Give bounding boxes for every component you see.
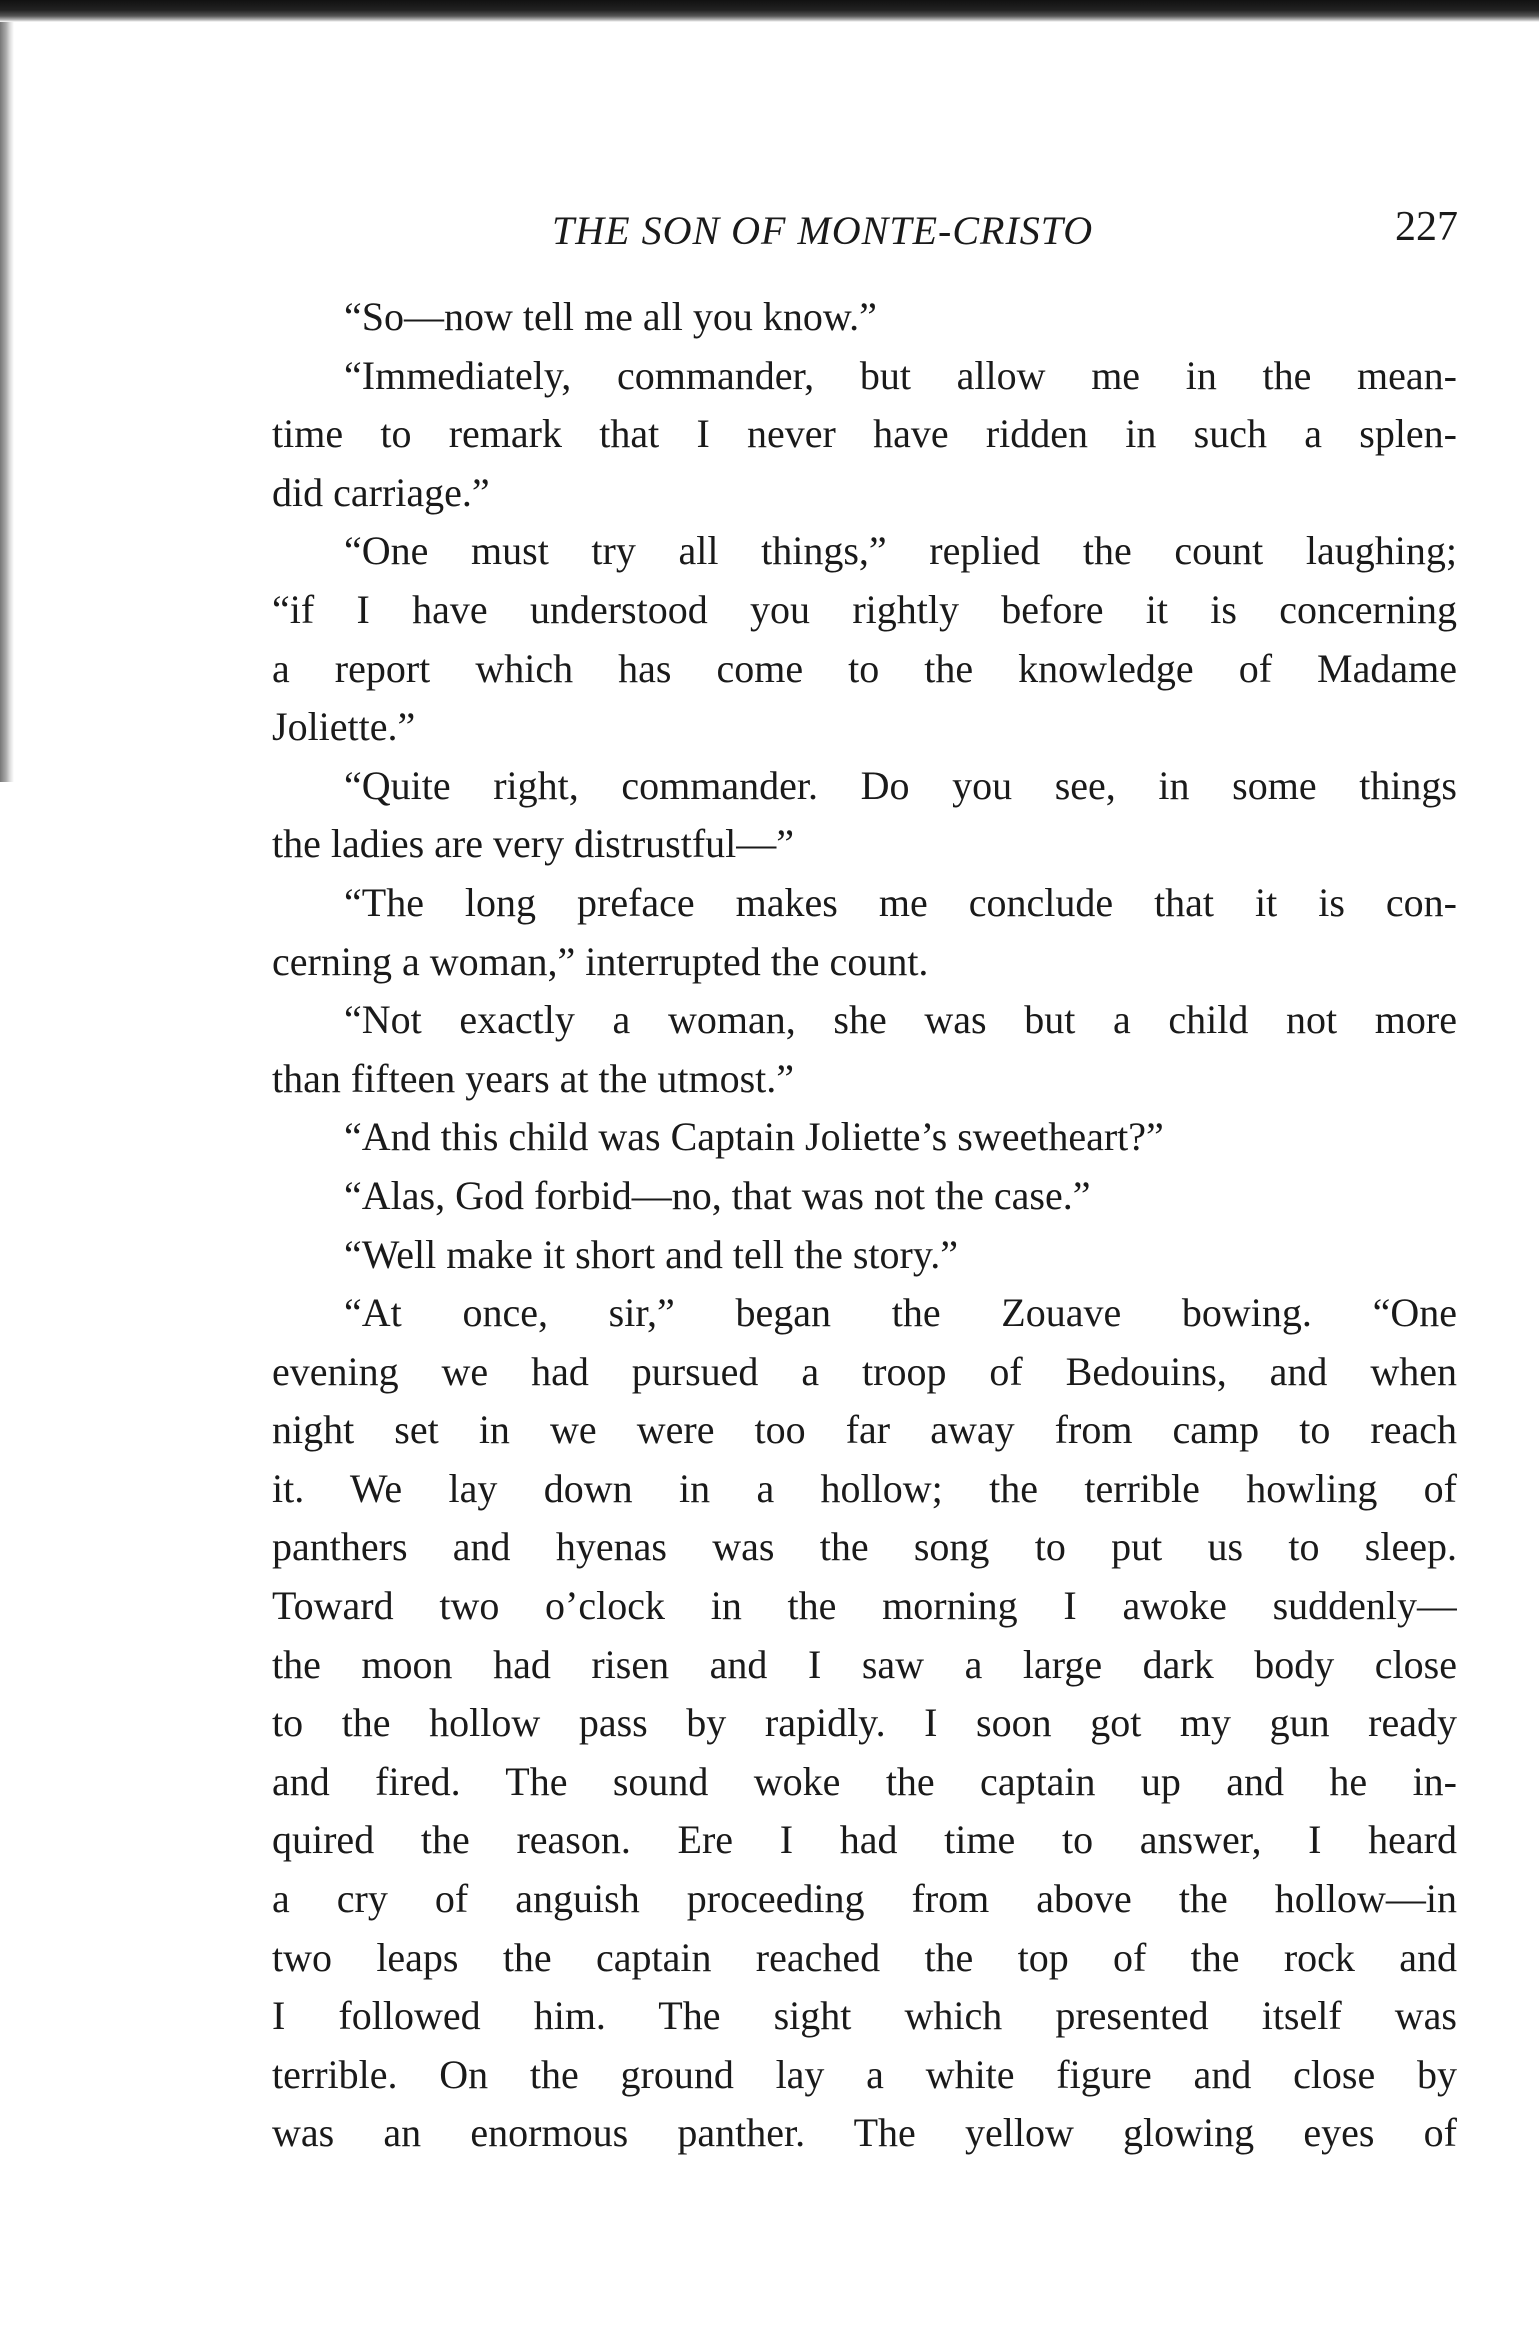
text-line: was an enormous panther. The yellow glowing eyes of bbox=[272, 2110, 1457, 2156]
text-line: “And this child was Captain Joliette’s sweetheart?” bbox=[344, 1114, 1164, 1160]
text-line: a cry of anguish proceeding from above the hollow—in bbox=[272, 1876, 1457, 1922]
text-line: “So—now tell me all you know.” bbox=[344, 294, 877, 339]
running-title: THE SON OF MONTE-CRISTO bbox=[552, 208, 1094, 253]
text-line: “The long preface makes me conclude that it is con- bbox=[344, 879, 1457, 925]
text-line: quired the reason. Ere I had time to answer, I heard bbox=[272, 1817, 1457, 1863]
text-line: and fired. The sound woke the captain up and he in- bbox=[272, 1758, 1457, 1804]
text-line: “Alas, God forbid—no, that was not the case.” bbox=[344, 1172, 1091, 1218]
text-line: terrible. On the ground lay a white figure and close by bbox=[272, 2051, 1457, 2097]
text-line: two leaps the captain reached the top of the rock and bbox=[272, 1934, 1457, 1980]
text-line: evening we had pursued a troop of Bedouins, and when bbox=[272, 1348, 1457, 1394]
text-line: “Not exactly a woman, she was but a child not more bbox=[344, 997, 1457, 1043]
text-line: cerning a woman,” interrupted the count. bbox=[272, 938, 929, 984]
text-line: it. We lay down in a hollow; the terrible howling of bbox=[272, 1465, 1457, 1511]
text-line: a report which has come to the knowledge of Madame bbox=[272, 645, 1457, 691]
text-line: the ladies are very distrustful—” bbox=[272, 821, 795, 867]
text-line: panthers and hyenas was the song to put us to sleep. bbox=[272, 1524, 1457, 1570]
page-header bbox=[270, 203, 1460, 263]
text-line: the moon had risen and I saw a large dark body close bbox=[272, 1641, 1457, 1687]
text-line: I followed him. The sight which presented itself was bbox=[272, 1993, 1457, 2039]
text-line: “One must try all things,” replied the count laughing; bbox=[344, 528, 1457, 574]
body-text bbox=[272, 288, 1457, 2163]
text-line: “Well make it short and tell the story.” bbox=[344, 1231, 959, 1277]
text-line: did carriage.” bbox=[272, 469, 490, 515]
text-line: Joliette.” bbox=[272, 704, 416, 750]
text-line: time to remark that I never have ridden in such a splen- bbox=[272, 411, 1457, 457]
page-top-edge bbox=[0, 0, 1539, 22]
text-line: Toward two o’clock in the morning I awoke suddenly— bbox=[272, 1583, 1457, 1629]
page-number: 227 bbox=[1395, 204, 1458, 250]
text-line: than fifteen years at the utmost.” bbox=[272, 1055, 795, 1101]
text-line: “Immediately, commander, but allow me in the mean- bbox=[344, 352, 1457, 398]
text-line: to the hollow pass by rapidly. I soon got my gun ready bbox=[272, 1700, 1457, 1746]
text-line: “At once, sir,” began the Zouave bowing. “One bbox=[344, 1290, 1457, 1336]
text-line: night set in we were too far away from camp to reach bbox=[272, 1407, 1457, 1453]
text-line: “if I have understood you rightly before it is concerning bbox=[272, 586, 1457, 632]
text-line: “Quite right, commander. Do you see, in some things bbox=[344, 762, 1457, 808]
page-left-edge bbox=[0, 22, 14, 782]
